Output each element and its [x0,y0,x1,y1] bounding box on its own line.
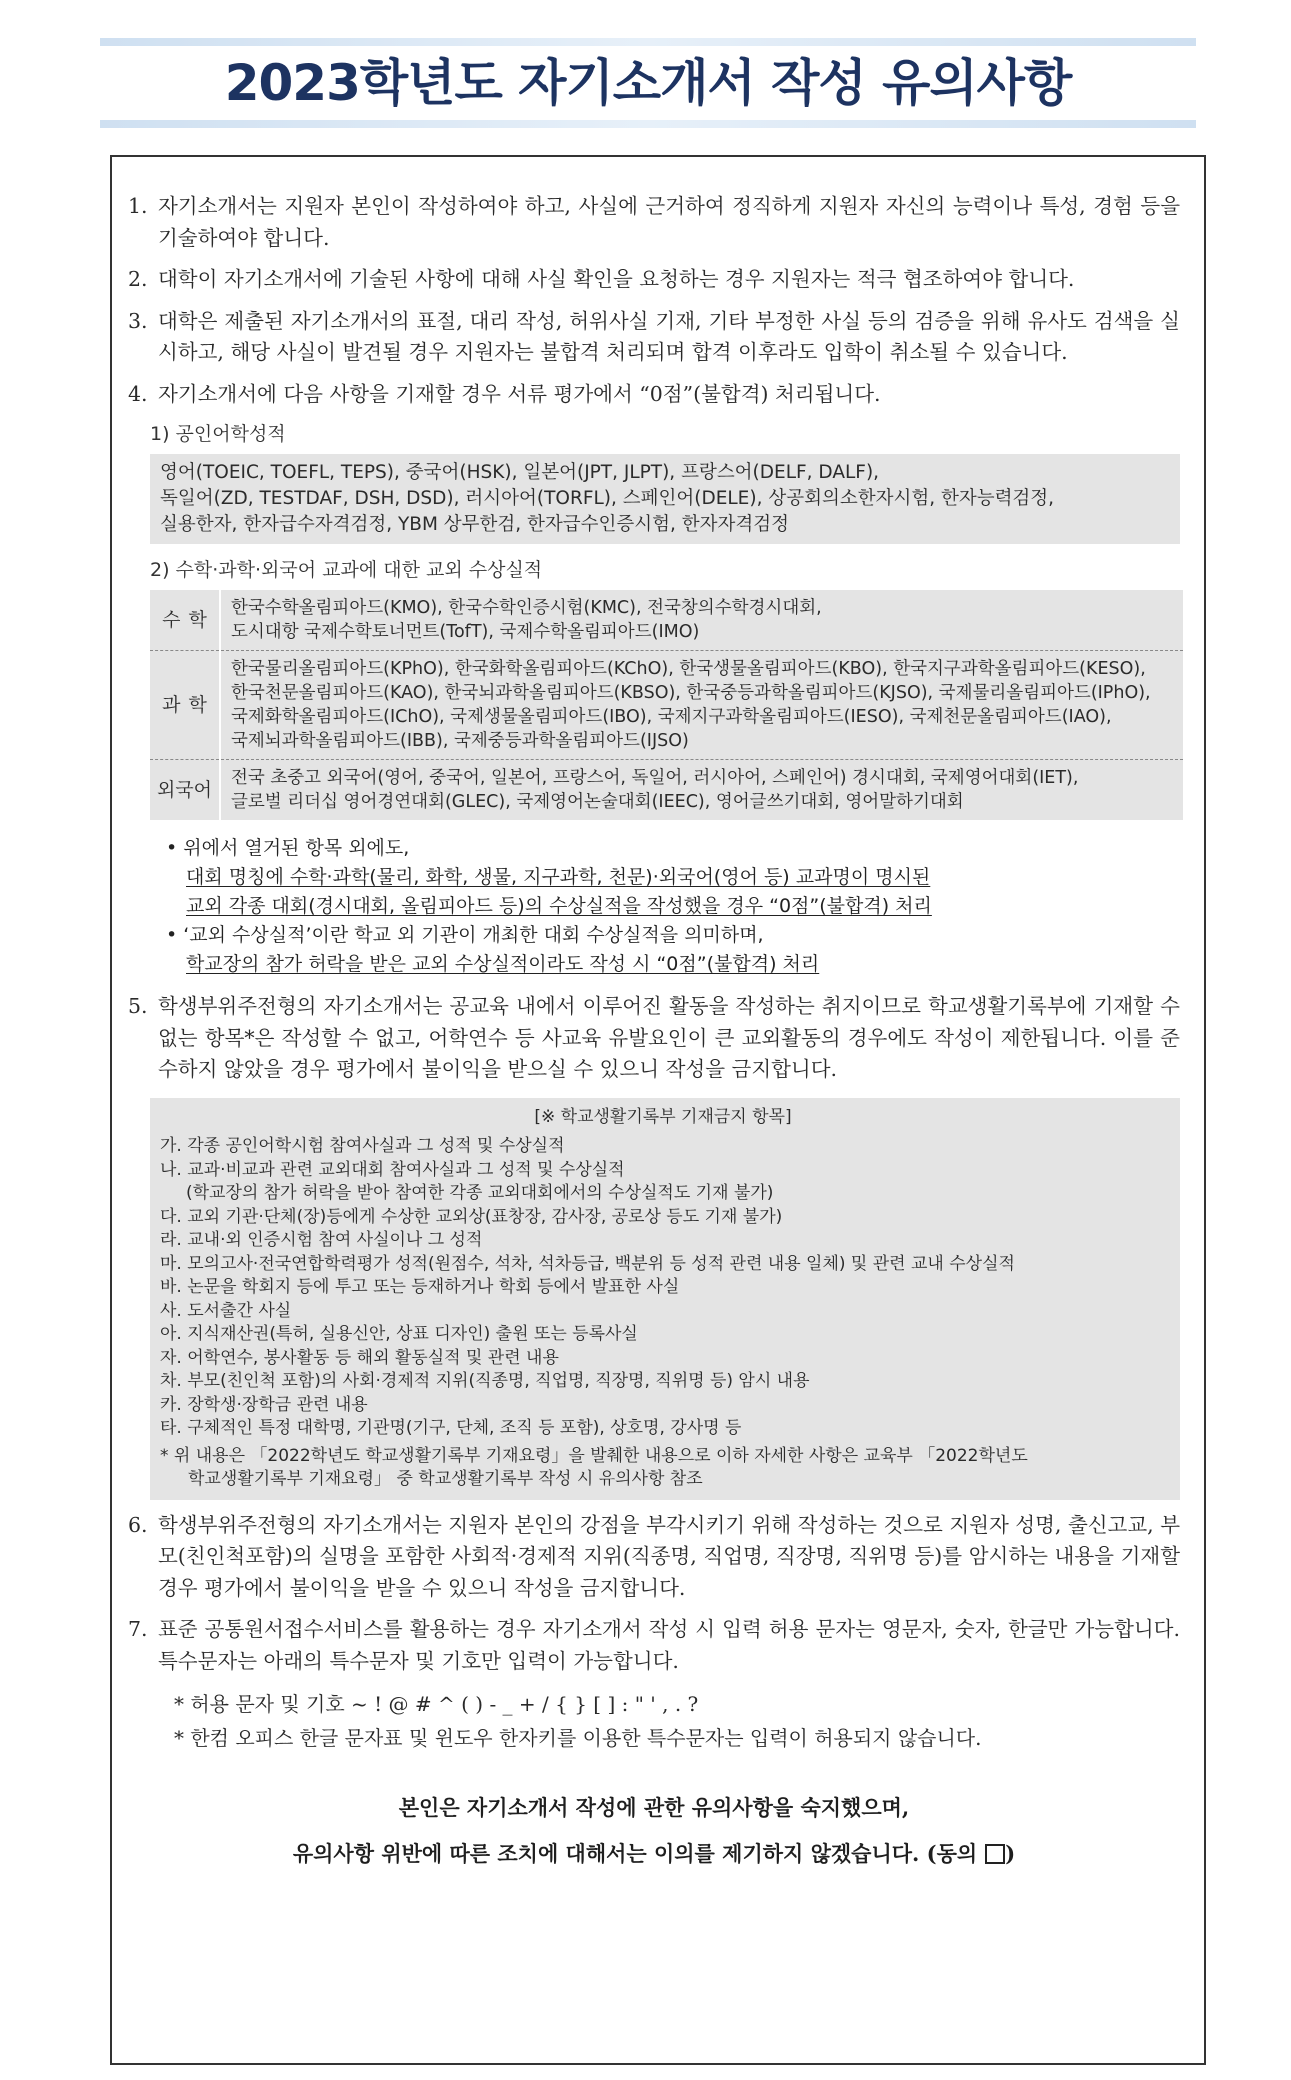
prohibited-items-title: [※ 학교생활기록부 기재금지 항목] [534,1106,792,1127]
bullet-underlined-line: 대회 명칭에 수학·과학(물리, 화학, 생물, 지구과학, 천문)·외국어(영어 등) 교과명이 명시된 [186,866,931,888]
award-heading: 2) 수학·과학·외국어 교과에 대한 교외 수상실적 [150,559,543,581]
prohibited-item: 가. 각종 공인어학시험 참여사실과 그 성적 및 수상실적 [160,1136,565,1156]
prohibited-item: 사. 도서출간 사실 [160,1300,292,1321]
award-list: 전국 초중고 외국어(영어, 중국어, 일본어, 프랑스어, 독일어, 러시아어, 스페인어) 경시대회, 국제영어대회(IET), 글로벌 리더십 영어경연대회(GLEC), 국제영어논술대회(IEEC), 영어글쓰기대회, 영어말하기대회 [220,760,1183,821]
notice-item-4: 4. 자기소개서에 다음 사항을 기재할 경우 서류 평가에서 “0점”(불합격) 처리됩니다. [128,381,881,406]
notice-item-7: 7. 표준 공통원서접수서비스를 활용하는 경우 자기소개서 작성 시 입력 허용 문자는 영문자, 숫자, 한글만 가능합니다. 특수문자는 아래의 특수문자 및 기호만 입력이 가능합니다. [128,1617,1180,1673]
title-rule-top [100,38,1196,46]
prohibited-items-box [150,1098,1180,1500]
pledge-close: ) [1005,1841,1016,1866]
prohibited-item: 아. 지식재산권(특허, 실용신안, 상표 디자인) 출원 또는 등록사실 [160,1324,638,1344]
consent-pledge [128,1785,1180,1877]
prohibited-item: 바. 논문을 학회지 등에 투고 또는 등재하거나 학회 등에서 발표한 사실 [160,1277,680,1297]
award-category: 수학 [150,590,220,651]
award-table [150,590,1183,820]
award-list: 한국물리올림피아드(KPhO), 한국화학올림피아드(KChO), 한국생물올림피아드(KBO), 한국지구과학올림피아드(KESO), 한국천문올림피아드(KAO), 한국뇌과학올림피아드(KBSO), 한국중등과학올림피아드(KJSO), 국제물리올림피아드(IPhO), 국제화학올림피아드(IChO), 국제생물올림피아드(IBO), 국제지구과학올림피아드(IESO), 국제천문올림피아드(IAO), 국제뇌과학올림피아드(IBB), 국제중등과학올림피아드(IJSO) [220,651,1183,760]
award-category: 외국어 [150,760,220,821]
pledge-line-2: 유의사항 위반에 따른 조치에 대해서는 이의를 제기하지 않겠습니다. (동의 [292,1841,978,1866]
language-test-list [150,454,1180,544]
notice-box [110,155,1206,2065]
award-list: 한국수학올림피아드(KMO), 한국수학인증시험(KMC), 전국창의수학경시대회, 도시대항 국제수학토너먼트(TofT), 국제수학올림피아드(IMO) [220,590,1183,651]
prohibited-items-note: * 위 내용은 「2022학년도 학교생활기록부 기재요령」을 발췌한 내용으로 이하 자세한 사항은 교육부 「2022학년도 학교생활기록부 기재요령」 중 학교생활기록부 작성 시 유의사항 참조 [160,1445,1028,1489]
consent-checkbox[interactable] [985,1844,1005,1864]
award-category: 과학 [150,651,220,760]
bullet-underlined-line: 교외 각종 대회(경시대회, 올림피아드 등)의 수상실적을 작성했을 경우 “0점”(불합격) 처리 [186,895,932,917]
prohibited-item: 나. 교과·비교과 관련 교외대회 참여사실과 그 성적 및 수상실적 [160,1159,625,1180]
prohibited-item: (학교장의 참가 허락을 받아 참여한 각종 교외대회에서의 수상실적도 기재 불가) [186,1183,774,1203]
language-test-line: 실용한자, 한자급수자격검정, YBM 상무한검, 한자급수인증시험, 한자자격검정 [160,514,790,535]
extra-conditions [166,834,1180,979]
award-row-language [150,760,1183,821]
allowed-characters-note: * 허용 문자 및 기호 ~ ! @ # ^ ( ) - _ + / { } [ ] : " ' , . ? [174,1692,699,1716]
language-test-heading: 1) 공인어학성적 [150,423,286,445]
bullet-underlined-line: 학교장의 참가 허락을 받은 교외 수상실적이라도 작성 시 “0점”(불합격) 처리 [186,953,820,975]
prohibited-item: 타. 구체적인 특정 대학명, 기관명(기구, 단체, 조직 등 포함), 상호명, 강사명 등 [160,1418,742,1438]
prohibited-item: 차. 부모(친인척 포함)의 사회·경제적 지위(직종명, 직업명, 직장명, 직위명 등) 암시 내용 [160,1371,810,1391]
title-rule-bottom [100,120,1196,128]
special-characters-note: * 한컴 오피스 한글 문자표 및 윈도우 한자키를 이용한 특수문자는 입력이 허용되지 않습니다. [174,1726,982,1750]
notice-item-2: 2. 대학이 자기소개서에 기술된 사항에 대해 사실 확인을 요청하는 경우 지원자는 적극 협조하여야 합니다. [128,267,1075,291]
bullet-line: • 위에서 열거된 항목 외에도, [166,837,410,859]
language-test-line: 독일어(ZD, TESTDAF, DSH, DSD), 러시아어(TORFL), 스페인어(DELE), 상공회의소한자시험, 한자능력검정, [160,488,1055,509]
notice-item-3: 3. 대학은 제출된 자기소개서의 표절, 대리 작성, 허위사실 기재, 기타 부정한 사실 등의 검증을 위해 유사도 검색을 실시하고, 해당 사실이 발견될 경우 지원자는 불합격 처리되며 합격 이후라도 입학이 취소될 수 있습니다. [128,308,1180,364]
prohibited-item: 라. 교내·외 인증시험 참여 사실이나 그 성적 [160,1230,483,1250]
award-row-math [150,590,1183,651]
notice-item-1: 1. 자기소개서는 지원자 본인이 작성하여야 하고, 사실에 근거하여 정직하게 지원자 자신의 능력이나 특성, 경험 등을 기술하여야 합니다. [128,194,1180,250]
language-test-line: 영어(TOEIC, TOEFL, TEPS), 중국어(HSK), 일본어(JPT, JLPT), 프랑스어(DELF, DALF), [160,462,880,483]
notice-item-5: 5. 학생부위주전형의 자기소개서는 공교육 내에서 이루어진 활동을 작성하는 취지이므로 학교생활기록부에 기재할 수 없는 항목*은 작성할 수 없고, 어학연수 등 사교육 유발요인이 큰 교외활동의 경우에도 작성이 제한됩니다. 이를 준수하지 않았을 경우 평가에서 불이익을 받으실 수 있으니 작성을 금지합니다. [128,994,1180,1081]
pledge-line-1: 본인은 자기소개서 작성에 관한 유의사항을 숙지했으며, [398,1795,910,1820]
page-title: 2023학년도 자기소개서 작성 유의사항 [224,54,1072,112]
award-row-science [150,651,1183,760]
bullet-line: • ‘교외 수상실적’이란 학교 외 기관이 개최한 대회 수상실적을 의미하며, [166,924,764,946]
notice-item-6: 6. 학생부위주전형의 자기소개서는 지원자 본인의 강점을 부각시키기 위해 작성하는 것으로 지원자 성명, 출신고교, 부모(친인척포함)의 실명을 포함한 사회적·경제적 지위(직종명, 직업명, 직장명, 직위명 등)를 암시하는 내용을 기재할 경우 평가에서 불이익을 받을 수 있으니 작성을 금지합니다. [128,1512,1180,1600]
prohibited-item: 자. 어학연수, 봉사활동 등 해외 활동실적 및 관련 내용 [160,1347,559,1368]
prohibited-item: 다. 교외 기관·단체(장)등에게 수상한 교외상(표창장, 감사장, 공로상 등도 기재 불가) [160,1206,783,1227]
prohibited-item: 마. 모의고사·전국연합학력평가 성적(원점수, 석차, 석차등급, 백분위 등 성적 관련 내용 일체) 및 관련 교내 수상실적 [160,1253,1015,1274]
title-banner [100,38,1196,128]
prohibited-item: 카. 장학생·장학금 관련 내용 [160,1394,368,1415]
